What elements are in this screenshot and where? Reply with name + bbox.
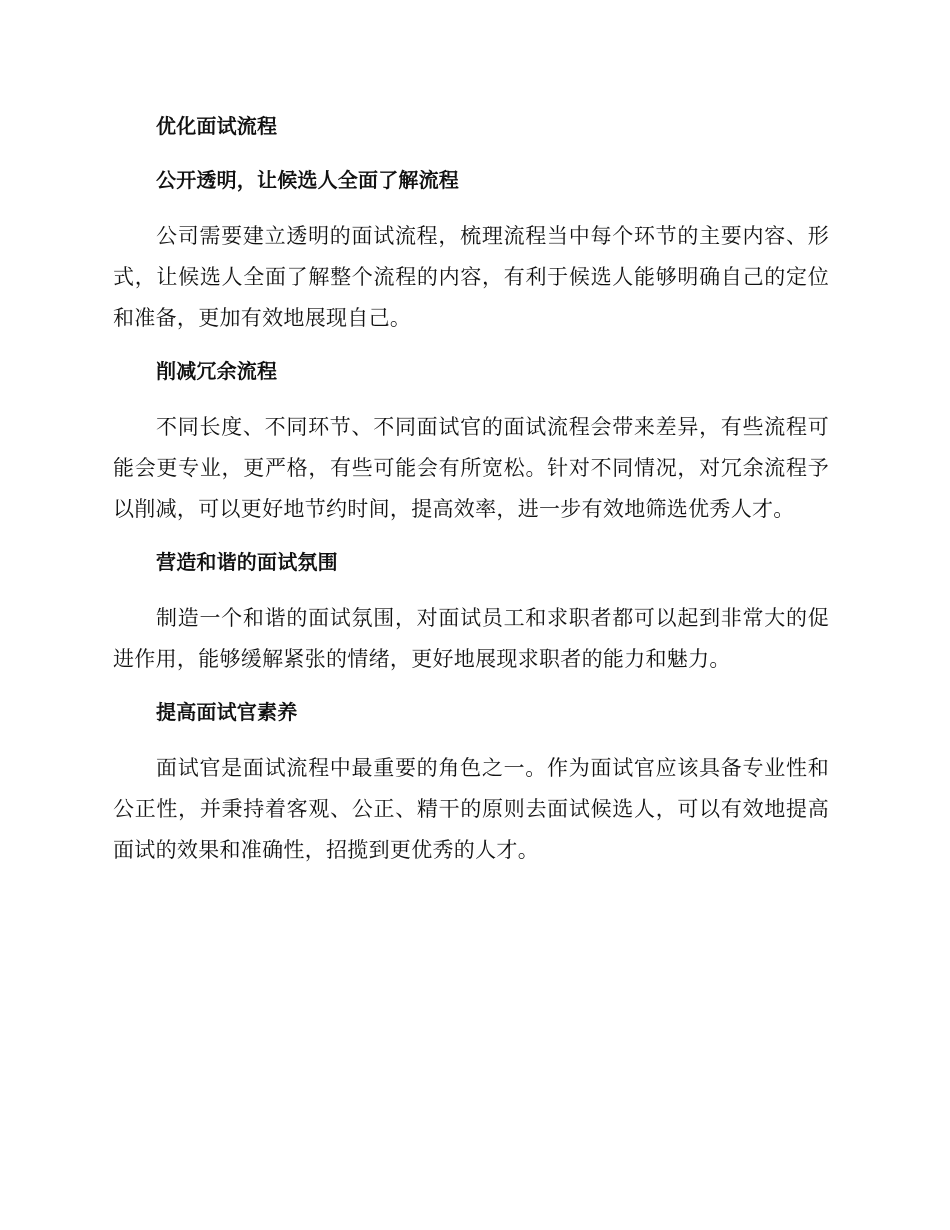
paragraph-interviewer-quality: 面试官是面试流程中最重要的角色之一。作为面试官应该具备专业性和公正性，并秉持着客观、公正、精干的原则去面试候选人，可以有效地提高面试的效果和准确性，招揽到更优秀的人才。	[113, 756, 829, 862]
section-heading-interviewer-quality: 提高面试官素养	[156, 700, 298, 724]
section-heading-main: 优化面试流程	[156, 114, 278, 138]
section-heading-reduce-redundancy: 削减冗余流程	[156, 359, 278, 383]
section-heading-transparency: 公开透明，让候选人全面了解流程	[156, 168, 459, 192]
paragraph-transparency: 公司需要建立透明的面试流程，梳理流程当中每个环节的主要内容、形式，让候选人全面了解整个流程的内容，有利于候选人能够明确自己的定位和准备，更加有效地展现自己。	[113, 224, 829, 330]
paragraph-reduce-redundancy: 不同长度、不同环节、不同面试官的面试流程会带来差异，有些流程可能会更专业，更严格，有些可能会有所宽松。针对不同情况，对冗余流程予以削减，可以更好地节约时间，提高效率，进一步有效地筛选优秀人才。	[113, 415, 829, 521]
paragraph-atmosphere: 制造一个和谐的面试氛围，对面试员工和求职者都可以起到非常大的促进作用，能够缓解紧张的情绪，更好地展现求职者的能力和魅力。	[113, 606, 829, 671]
section-heading-atmosphere: 营造和谐的面试氛围	[156, 550, 338, 574]
document-body	[113, 110, 829, 871]
